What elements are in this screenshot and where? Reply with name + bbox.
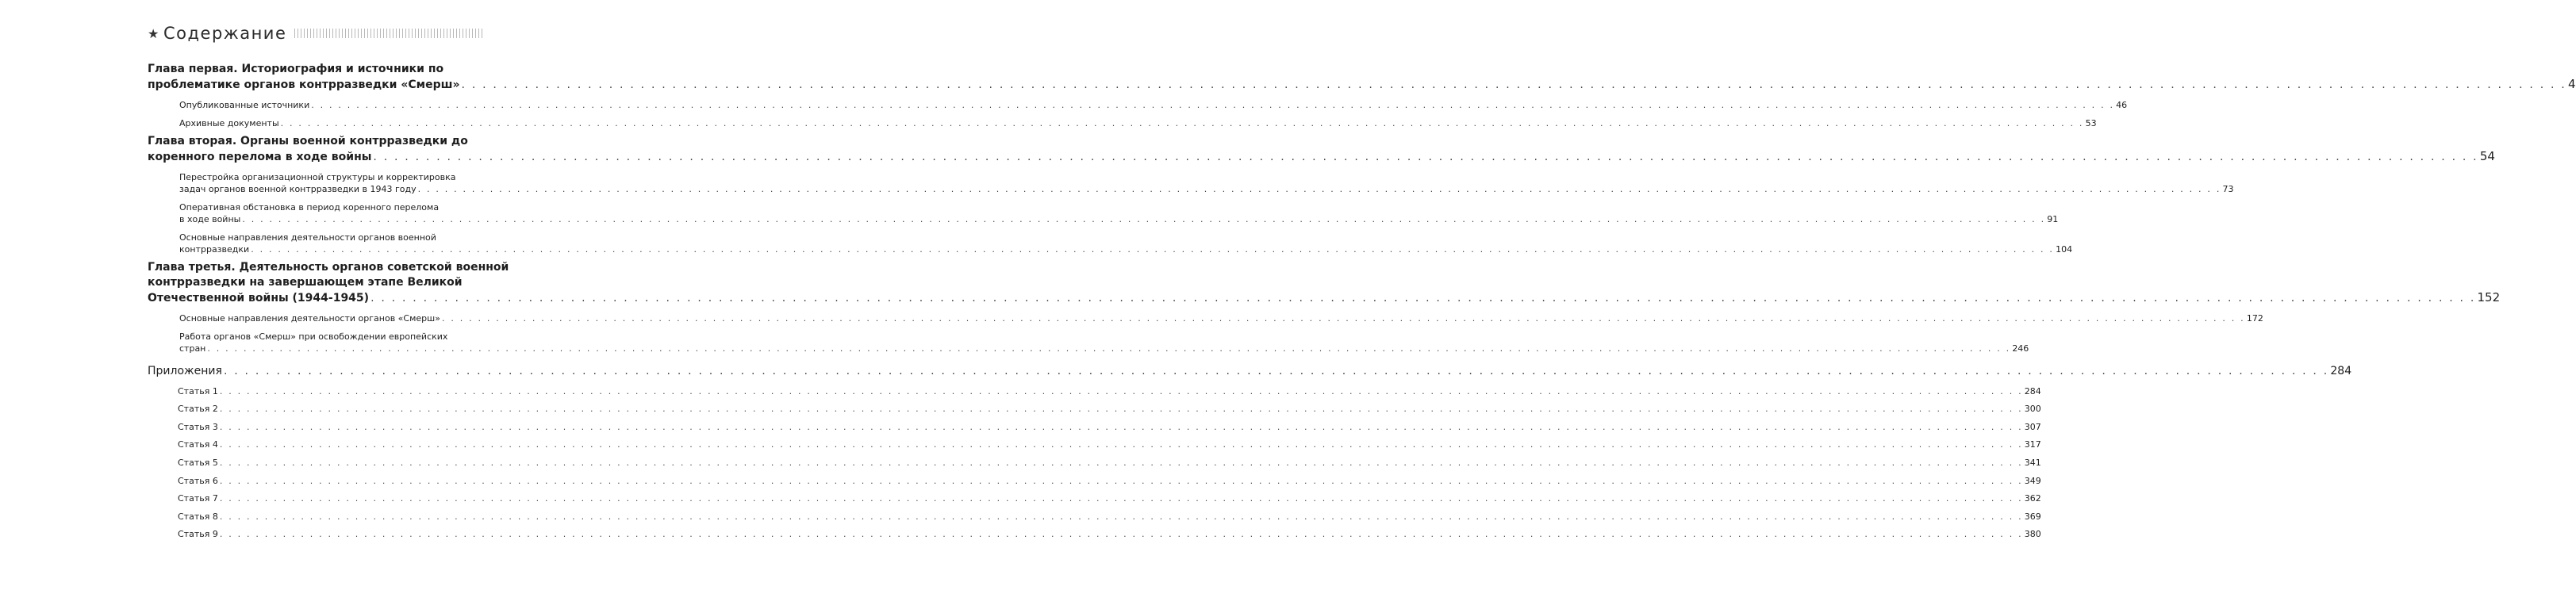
- page-number: 362: [2024, 493, 2041, 504]
- table-of-contents: [148, 57, 2576, 540]
- entry-title-line: Статья 7: [178, 493, 218, 504]
- dot-leader: . . . . . . . . . . . . . . . . . . . . . . . . . . . . . . . . . . . . . . . . . . . . . . . . . . . . . . . . . . . . . . . . . . . . . . . . . . . . . . . . . . . . . . . . . . . . . . . . . . . . . . . . . . . . . . . . . . . . . . . . . . . . . . . . . . . . . . . . . . . . . . . . . . . . . . . . . . . . . . . . . . . . . . . . . . . . . . . . . . . . . . . . . . . . . . . . . . . . . . . .: [441, 313, 2245, 324]
- article-entry[interactable]: [178, 403, 2041, 415]
- entry-title-line: Статья 1: [178, 385, 218, 396]
- entry-title-line: Основные направления деятельности органов военной: [179, 232, 436, 243]
- page-title: Содержание: [163, 24, 287, 43]
- dot-leader: . . . . . . . . . . . . . . . . . . . . . . . . . . . . . . . . . . . . . . . . . . . . . . . . . . . . . . . . . . . . . . . . . . . . . . . . . . . . . . . . . . . . . . . . . . . . . . . . . . . . . . . . . . . . . . . . . . . . . . . . . . . . . . . . . . . . . . . . . . . . . . . . . . . . . . . . . . . . . . . . . . . . . . . . . . . . . . . . . . . . . . . . . . . . . . . . . . . . . . . .: [311, 100, 2115, 110]
- contents-header: [148, 21, 482, 46]
- page-number: 54: [2479, 149, 2495, 163]
- dot-leader: . . . . . . . . . . . . . . . . . . . . . . . . . . . . . . . . . . . . . . . . . . . . . . . . . . . . . . . . . . . . . . . . . . . . . . . . . . . . . . . . . . . . . . . . . . . . . . . . . . . . . . . . . . . . . . . . . . . . . . . . . . . . . . . . . . . . . . . . . . . . . . . . . . . . . . . . . . . . . . . . . . . . . . . . . . . . . . . . . . . . . . . . . . . . . . . . . . . . . . . .: [373, 151, 2478, 163]
- page-number: 317: [2024, 439, 2041, 450]
- entry-title-line: Статья 5: [178, 457, 218, 468]
- entry-title-line: Статья 8: [178, 511, 218, 522]
- entry-title-line: Оперативная обстановка в период коренного перелома: [179, 202, 440, 213]
- page-number: 172: [2246, 313, 2263, 324]
- dot-leader: . . . . . . . . . . . . . . . . . . . . . . . . . . . . . . . . . . . . . . . . . . . . . . . . . . . . . . . . . . . . . . . . . . . . . . . . . . . . . . . . . . . . . . . . . . . . . . . . . . . . . . . . . . . . . . . . . . . . . . . . . . . . . . . . . . . . . . . . . . . . . . . . . . . . . . . . . . . . . . . . . . . . . . . . . . . . . . . . . . . . . . . . . . . . . . . . . . . . . . . .: [219, 511, 2023, 522]
- page-number: 4: [2567, 77, 2576, 91]
- page-number: 380: [2024, 529, 2041, 540]
- dot-leader: . . . . . . . . . . . . . . . . . . . . . . . . . . . . . . . . . . . . . . . . . . . . . . . . . . . . . . . . . . . . . . . . . . . . . . . . . . . . . . . . . . . . . . . . . . . . . . . . . . . . . . . . . . . . . . . . . . . . . . . . . . . . . . . . . . . . . . . . . . . . . . . . . . . . . . . . . . . . . . . . . . . . . . . . . . . . . . . . . . . . . . . . . . . . . . . . . . . . . . . .: [219, 421, 2023, 432]
- entry-title-line: Архивные документы: [179, 118, 279, 128]
- entry-title-line: Статья 4: [178, 439, 218, 450]
- section-entry[interactable]: [179, 331, 2029, 354]
- dot-leader: . . . . . . . . . . . . . . . . . . . . . . . . . . . . . . . . . . . . . . . . . . . . . . . . . . . . . . . . . . . . . . . . . . . . . . . . . . . . . . . . . . . . . . . . . . . . . . . . . . . . . . . . . . . . . . . . . . . . . . . . . . . . . . . . . . . . . . . . . . . . . . . . . . . . . . . . . . . . . . . . . . . . . . . . . . . . . . . . . . . . . . . . . . . . . . . . . . . . . . . .: [219, 457, 2023, 468]
- entry-title-line: в ходе войны: [179, 214, 241, 224]
- dot-leader: . . . . . . . . . . . . . . . . . . . . . . . . . . . . . . . . . . . . . . . . . . . . . . . . . . . . . . . . . . . . . . . . . . . . . . . . . . . . . . . . . . . . . . . . . . . . . . . . . . . . . . . . . . . . . . . . . . . . . . . . . . . . . . . . . . . . . . . . . . . . . . . . . . . . . . . . . . . . . . . . . . . . . . . . . . . . . . . . . . . . . . . . . . . . . . . . . . . . . . . .: [219, 439, 2023, 450]
- entry-title-line: задач органов военной контрразведки в 1943 году: [179, 184, 417, 194]
- header-hatch-decoration: [294, 29, 482, 38]
- entry-title-line: Глава третья. Деятельность органов советской военной: [148, 261, 509, 274]
- dot-leader: . . . . . . . . . . . . . . . . . . . . . . . . . . . . . . . . . . . . . . . . . . . . . . . . . . . . . . . . . . . . . . . . . . . . . . . . . . . . . . . . . . . . . . . . . . . . . . . . . . . . . . . . . . . . . . . . . . . . . . . . . . . . . . . . . . . . . . . . . . . . . . . . . . . . . . . . . . . . . . . . . . . . . . . . . . . . . . . . . . . . . . . . . . . . . . . . . . . . . . . .: [280, 118, 2084, 128]
- dot-leader: . . . . . . . . . . . . . . . . . . . . . . . . . . . . . . . . . . . . . . . . . . . . . . . . . . . . . . . . . . . . . . . . . . . . . . . . . . . . . . . . . . . . . . . . . . . . . . . . . . . . . . . . . . . . . . . . . . . . . . . . . . . . . . . . . . . . . . . . . . . . . . . . . . . . . . . . . . . . . . . . . . . . . . . . . . . . . . . . . . . . . . . . . . . . . . . . . . . . . . . .: [461, 79, 2566, 91]
- chapter-entry[interactable]: [148, 134, 2495, 165]
- section-entry[interactable]: [179, 171, 2234, 195]
- dot-leader: . . . . . . . . . . . . . . . . . . . . . . . . . . . . . . . . . . . . . . . . . . . . . . . . . . . . . . . . . . . . . . . . . . . . . . . . . . . . . . . . . . . . . . . . . . . . . . . . . . . . . . . . . . . . . . . . . . . . . . . . . . . . . . . . . . . . . . . . . . . . . . . . . . . . . . . . . . . . . . . . . . . . . . . . . . . . . . . . . . . . . . . . . . . . . . . . . . . . . . . .: [417, 184, 2221, 194]
- dot-leader: . . . . . . . . . . . . . . . . . . . . . . . . . . . . . . . . . . . . . . . . . . . . . . . . . . . . . . . . . . . . . . . . . . . . . . . . . . . . . . . . . . . . . . . . . . . . . . . . . . . . . . . . . . . . . . . . . . . . . . . . . . . . . . . . . . . . . . . . . . . . . . . . . . . . . . . . . . . . . . . . . . . . . . . . . . . . . . . . . . . . . . . . . . . . . . . . . . . . . . . .: [207, 343, 2011, 354]
- page-number: 307: [2024, 421, 2041, 432]
- page-number: 284: [2330, 365, 2352, 377]
- dot-leader: . . . . . . . . . . . . . . . . . . . . . . . . . . . . . . . . . . . . . . . . . . . . . . . . . . . . . . . . . . . . . . . . . . . . . . . . . . . . . . . . . . . . . . . . . . . . . . . . . . . . . . . . . . . . . . . . . . . . . . . . . . . . . . . . . . . . . . . . . . . . . . . . . . . . . . . . . . . . . . . . . . . . . . . . . . . . . . . . . . . . . . . . . . . . . . . . . . . . . . . .: [219, 385, 2023, 396]
- entry-title-line: Основные направления деятельности органов «Смерш»: [179, 313, 440, 324]
- section-entry[interactable]: [179, 201, 2059, 225]
- article-entry[interactable]: [178, 421, 2041, 433]
- page-number: 91: [2047, 214, 2059, 224]
- section-entry[interactable]: [179, 99, 2128, 111]
- entry-title-line: контрразведки: [179, 244, 250, 255]
- dot-leader: . . . . . . . . . . . . . . . . . . . . . . . . . . . . . . . . . . . . . . . . . . . . . . . . . . . . . . . . . . . . . . . . . . . . . . . . . . . . . . . . . . . . . . . . . . . . . . . . . . . . . . . . . . . . . . . . . . . . . . . . . . . . . . . . . . . . . . . . . . . . . . . . . . . . . . . . . . . . . . . . . . . . . . . . . . . . . . . . . . . . . . . . . . . . . . . . . . . . . . . .: [219, 404, 2023, 415]
- entry-title-line: Опубликованные источники: [179, 100, 310, 110]
- chapter-entry[interactable]: [148, 260, 2501, 306]
- section-entry[interactable]: [179, 232, 2073, 255]
- entry-title-line: проблематике органов контрразведки «Смерш»: [148, 79, 460, 91]
- entry-title-line: контрразведки на завершающем этапе Великой: [148, 276, 463, 289]
- entry-title-line: Статья 6: [178, 475, 218, 486]
- dot-leader: . . . . . . . . . . . . . . . . . . . . . . . . . . . . . . . . . . . . . . . . . . . . . . . . . . . . . . . . . . . . . . . . . . . . . . . . . . . . . . . . . . . . . . . . . . . . . . . . . . . . . . . . . . . . . . . . . . . . . . . . . . . . . . . . . . . . . . . . . . . . . . . . . . . . . . . . . . . . . . . . . . . . . . . . . . . . . . . . . . . . . . . . . . . . . . . . . . . . . . . .: [219, 475, 2023, 486]
- entry-title-line: Глава первая. Историография и источники по: [148, 63, 444, 75]
- entry-title-line: Статья 2: [178, 404, 218, 415]
- page-number: 152: [2477, 290, 2501, 304]
- chapter-entry[interactable]: [148, 62, 2576, 93]
- dot-leader: . . . . . . . . . . . . . . . . . . . . . . . . . . . . . . . . . . . . . . . . . . . . . . . . . . . . . . . . . . . . . . . . . . . . . . . . . . . . . . . . . . . . . . . . . . . . . . . . . . . . . . . . . . . . . . . . . . . . . . . . . . . . . . . . . . . . . . . . . . . . . . . . . . . . . . . . . . . . . . . . . . . . . . . . . . . . . . . . . . . . . . . . . . . . . . . . . . . . . . . .: [370, 292, 2476, 304]
- page-number: 73: [2222, 184, 2234, 194]
- dot-leader: . . . . . . . . . . . . . . . . . . . . . . . . . . . . . . . . . . . . . . . . . . . . . . . . . . . . . . . . . . . . . . . . . . . . . . . . . . . . . . . . . . . . . . . . . . . . . . . . . . . . . . . . . . . . . . . . . . . . . . . . . . . . . . . . . . . . . . . . . . . . . . . . . . . . . . . . . . . . . . . . . . . . . . . . . . . . . . . . . . . . . . . . . . . . . . . . . . . . . . . .: [223, 365, 2329, 377]
- dot-leader: . . . . . . . . . . . . . . . . . . . . . . . . . . . . . . . . . . . . . . . . . . . . . . . . . . . . . . . . . . . . . . . . . . . . . . . . . . . . . . . . . . . . . . . . . . . . . . . . . . . . . . . . . . . . . . . . . . . . . . . . . . . . . . . . . . . . . . . . . . . . . . . . . . . . . . . . . . . . . . . . . . . . . . . . . . . . . . . . . . . . . . . . . . . . . . . . . . . . . . . .: [251, 244, 2055, 255]
- article-entry[interactable]: [178, 385, 2041, 397]
- entry-title-line: Глава вторая. Органы военной контрразведки до: [148, 135, 468, 147]
- entry-title-line: коренного перелома в ходе войны: [148, 151, 372, 163]
- dot-leader: . . . . . . . . . . . . . . . . . . . . . . . . . . . . . . . . . . . . . . . . . . . . . . . . . . . . . . . . . . . . . . . . . . . . . . . . . . . . . . . . . . . . . . . . . . . . . . . . . . . . . . . . . . . . . . . . . . . . . . . . . . . . . . . . . . . . . . . . . . . . . . . . . . . . . . . . . . . . . . . . . . . . . . . . . . . . . . . . . . . . . . . . . . . . . . . . . . . . . . . .: [242, 214, 2046, 224]
- page-number: 341: [2024, 457, 2041, 468]
- page-number: 284: [2024, 385, 2041, 396]
- entry-title-line: Перестройка организационной структуры и корректировка: [179, 172, 456, 182]
- section-entry[interactable]: [179, 117, 2097, 129]
- entry-title-line: Отечественной войны (1944-1945): [148, 292, 370, 304]
- dot-leader: . . . . . . . . . . . . . . . . . . . . . . . . . . . . . . . . . . . . . . . . . . . . . . . . . . . . . . . . . . . . . . . . . . . . . . . . . . . . . . . . . . . . . . . . . . . . . . . . . . . . . . . . . . . . . . . . . . . . . . . . . . . . . . . . . . . . . . . . . . . . . . . . . . . . . . . . . . . . . . . . . . . . . . . . . . . . . . . . . . . . . . . . . . . . . . . . . . . . . . . .: [219, 493, 2023, 504]
- entry-title-line: Работа органов «Смерш» при освобождении европейских: [179, 331, 448, 342]
- article-entry[interactable]: [178, 475, 2041, 487]
- page-number: 369: [2024, 511, 2041, 522]
- article-entry[interactable]: [178, 457, 2041, 469]
- page-number: 349: [2024, 475, 2041, 486]
- article-entry[interactable]: [178, 511, 2041, 523]
- section-entry[interactable]: [179, 312, 2263, 324]
- page-number: 46: [2116, 100, 2128, 110]
- page-number: 300: [2024, 404, 2041, 415]
- entry-title-line: Статья 3: [178, 421, 218, 432]
- star-icon: ★: [148, 25, 159, 41]
- entry-title-line: стран: [179, 343, 206, 354]
- article-entry[interactable]: [178, 492, 2041, 504]
- appendix-entry[interactable]: [148, 364, 2352, 379]
- entry-title-line: Приложения: [148, 365, 222, 377]
- page-number: 246: [2012, 343, 2029, 354]
- article-entry[interactable]: [178, 528, 2041, 540]
- dot-leader: . . . . . . . . . . . . . . . . . . . . . . . . . . . . . . . . . . . . . . . . . . . . . . . . . . . . . . . . . . . . . . . . . . . . . . . . . . . . . . . . . . . . . . . . . . . . . . . . . . . . . . . . . . . . . . . . . . . . . . . . . . . . . . . . . . . . . . . . . . . . . . . . . . . . . . . . . . . . . . . . . . . . . . . . . . . . . . . . . . . . . . . . . . . . . . . . . . . . . . . .: [219, 529, 2023, 540]
- article-entry[interactable]: [178, 439, 2041, 450]
- entry-title-line: Статья 9: [178, 529, 218, 540]
- page-number: 53: [2085, 118, 2097, 128]
- page-number: 104: [2056, 244, 2073, 255]
